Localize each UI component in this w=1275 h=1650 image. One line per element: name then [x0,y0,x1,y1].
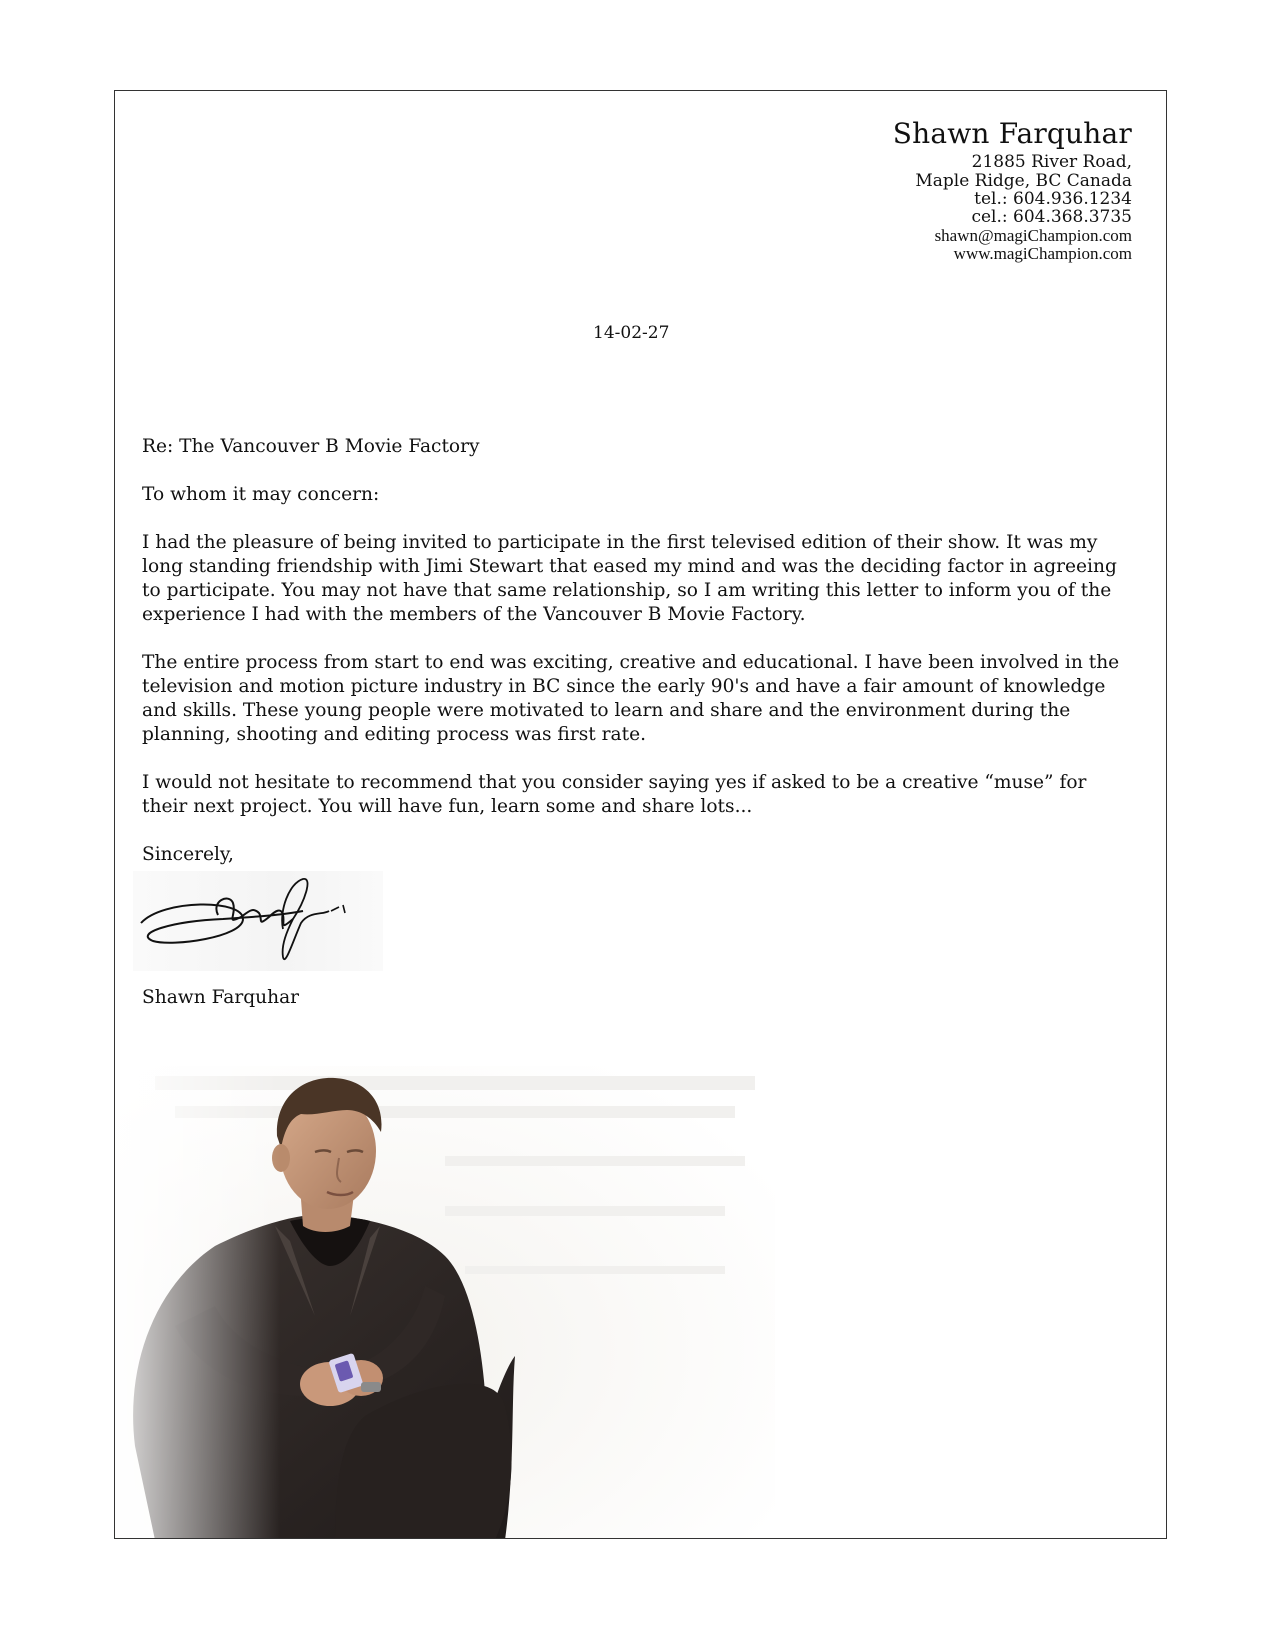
telephone: tel.: 604.936.1234 [974,188,1132,209]
sender-name: Shawn Farquhar [892,117,1132,150]
subject-line: Re: The Vancouver B Movie Factory [142,436,480,457]
cellphone: cel.: 604.368.3735 [971,207,1132,228]
address-line-1: 21885 River Road, [971,152,1132,173]
letter-page [114,90,1167,1539]
signer-name: Shawn Farquhar [142,987,300,1008]
portrait-photo [115,1066,775,1539]
portrait-illustration [115,1066,775,1539]
letter-body [142,435,1132,891]
website: www.magiChampion.com [953,244,1132,264]
letter-date: 14-02-27 [593,323,670,343]
paragraph-1: I had the pleasure of being invited to participate in the first televised edition of their show. It was my long standing friendship with Jimi Stewart that eased my mind and was the deciding factor in agreeing to participate. You may not have that same relationship, so I am writing this letter to inform you of the experience I had with the members of the Vancouver B Movie Factory. [142,532,1117,625]
email-address: shawn@magiChampion.com [934,225,1132,245]
closing: Sincerely, [142,844,234,865]
salutation: To whom it may concern: [142,484,380,505]
handwritten-signature [133,871,383,971]
signature-drawing [133,871,383,971]
paragraph-2: The entire process from start to end was exciting, creative and educational. I have been involved in the television and motion picture industry in BC since the early 90's and have a fair amount of knowledge and skills. These young people were motivated to learn and share and the environment during the planning, shooting and editing process was first rate. [142,652,1120,745]
address-line-2: Maple Ridge, BC Canada [915,170,1132,191]
letterhead [893,119,1132,263]
paragraph-3: I would not hesitate to recommend that you consider saying yes if asked to be a creative “muse” for their next project. You will have fun, learn some and share lots... [142,772,1087,817]
